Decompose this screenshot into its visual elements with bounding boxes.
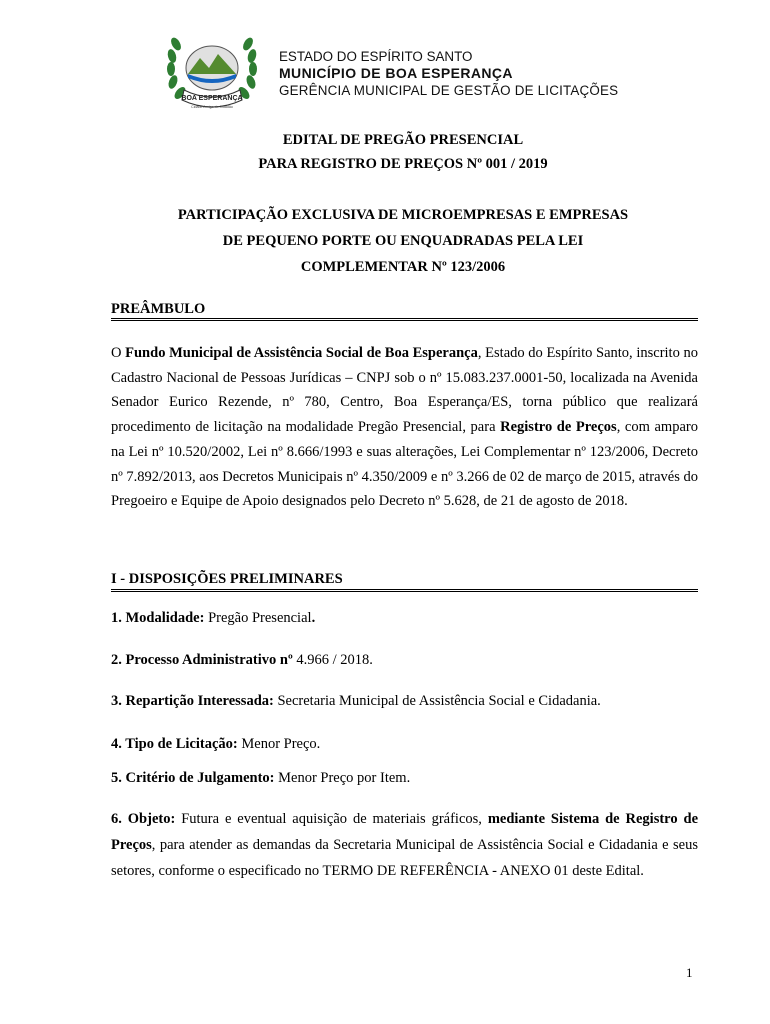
item-label: 6. Objeto: bbox=[111, 811, 176, 827]
logo-ribbon-text: BOA ESPERANÇA bbox=[181, 95, 243, 102]
item-bold-value: mediante Sistema de Registro de Preços bbox=[111, 811, 698, 853]
item-value-end: , para atender as demandas da Secretaria Municipal de Assistência Social e Cidadania e seus setores, conforme o especificado no TERMO DE REFERÊNCIA - ANEXO 01 deste Edital. bbox=[111, 837, 698, 879]
list-item bbox=[111, 693, 601, 710]
item-label: 5. Critério de Julgamento: bbox=[111, 770, 275, 786]
preambulo-text-end: , com amparo na Lei nº 10.520/2002, Lei nº 8.666/1993 e suas alterações, Lei Complementar nº 123/2006, Decreto nº 7.892/2013, aos Decretos Municipais nº 4.350/2009 e nº 3.266 de 02 de março de 2015, através do Pregoeiro e Equipe de Apoio designados pelo Decreto nº 5.628, de 21 de agosto de 2018. bbox=[111, 419, 698, 510]
preambulo-divider bbox=[111, 318, 698, 321]
item-value: Menor Preço por Item. bbox=[274, 770, 411, 786]
item-label: 1. Modalidade: bbox=[111, 610, 205, 626]
logo-ribbon-subtext: Cidade Amiga do Cidadão bbox=[191, 105, 233, 109]
list-item bbox=[111, 652, 373, 669]
list-item bbox=[111, 736, 320, 753]
subtitle-line2: DE PEQUENO PORTE OU ENQUADRADAS PELA LEI bbox=[222, 233, 584, 249]
item-value: Secretaria Municipal de Assistência Social e Cidadania. bbox=[273, 693, 601, 709]
header-department: GERÊNCIA MUNICIPAL DE GESTÃO DE LICITAÇÕES bbox=[279, 83, 619, 98]
document-title-line2: PARA REGISTRO DE PREÇOS Nº 001 / 2019 bbox=[258, 156, 548, 172]
section1-heading: I - DISPOSIÇÕES PRELIMINARES bbox=[111, 571, 343, 587]
subtitle-line1: PARTICIPAÇÃO EXCLUSIVA DE MICROEMPRESAS E EMPRESAS bbox=[177, 207, 629, 223]
preambulo-registro-precos: Registro de Preços bbox=[500, 419, 617, 436]
section1-divider bbox=[111, 589, 698, 592]
subtitle-line3: COMPLEMENTAR Nº 123/2006 bbox=[300, 259, 506, 275]
list-item bbox=[111, 770, 410, 787]
item-label: 3. Repartição Interessada: bbox=[111, 693, 274, 709]
list-item bbox=[111, 610, 315, 627]
item-value: Pregão Presencial bbox=[204, 610, 312, 626]
municipal-coat-of-arms-icon bbox=[162, 30, 262, 114]
page-number: 1 bbox=[686, 965, 693, 980]
page-header bbox=[0, 0, 770, 120]
item-suffix: . bbox=[311, 610, 316, 626]
header-text-block bbox=[279, 48, 618, 99]
preambulo-heading: PREÂMBULO bbox=[111, 301, 206, 317]
header-state: ESTADO DO ESPÍRITO SANTO bbox=[279, 49, 473, 64]
item-label: 2. Processo Administrativo nº bbox=[111, 652, 293, 668]
preambulo-text-start: O bbox=[111, 345, 126, 361]
item-value: Menor Preço. bbox=[237, 736, 321, 752]
preambulo-text-mid: , Estado do Espírito Santo, inscrito no Cadastro Nacional de Pessoas Jurídicas – CNPJ sob o nº 15.083.237.0001-50, localizada na Avenida Senador Eurico Rezende, nº 780, Centro, Boa Esperança/ES, torna público que realizará procedimento de licitação na modalidade Pregão Presencial, para bbox=[111, 345, 698, 436]
preambulo-paragraph bbox=[111, 341, 698, 514]
item-label: 4. Tipo de Licitação: bbox=[111, 736, 238, 752]
document-title-line1: EDITAL DE PREGÃO PRESENCIAL bbox=[282, 132, 524, 148]
list-item-objeto bbox=[111, 806, 698, 884]
item-value: 4.966 / 2018. bbox=[292, 652, 373, 668]
header-municipality: MUNICÍPIO DE BOA ESPERANÇA bbox=[279, 65, 513, 81]
preambulo-fund-name: Fundo Municipal de Assistência Social de Boa Esperança bbox=[125, 345, 478, 361]
item-value: Futura e eventual aquisição de materiais gráficos, bbox=[175, 811, 488, 827]
